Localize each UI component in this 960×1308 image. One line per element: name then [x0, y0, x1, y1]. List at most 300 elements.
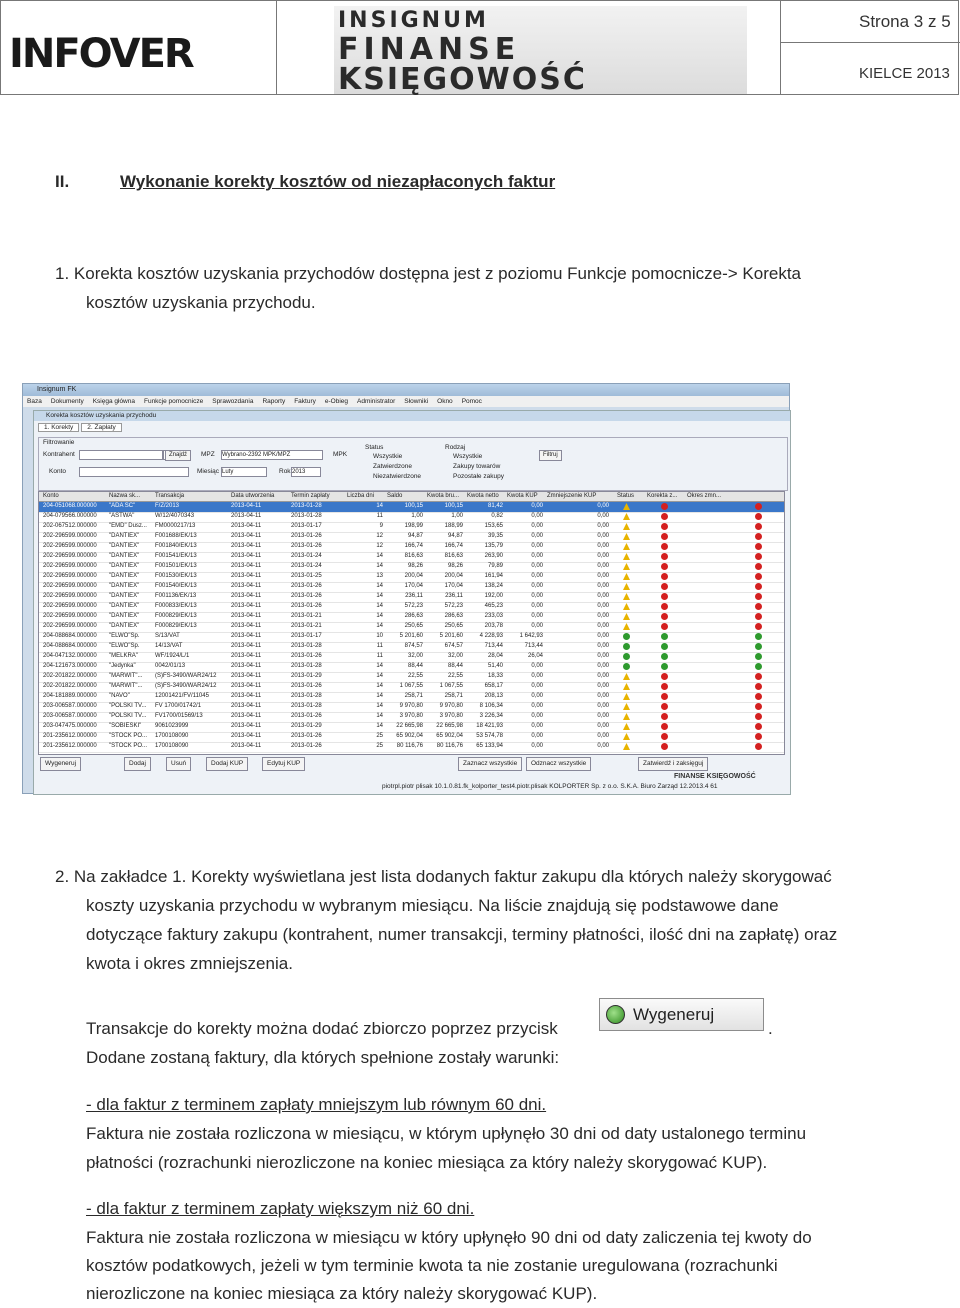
table-cell: "DANTIEX" [109, 563, 140, 569]
error-icon [755, 723, 762, 730]
table-cell: 0,00 [531, 623, 543, 629]
table-cell: 26,04 [527, 653, 543, 659]
table-cell: 2013-01-26 [291, 583, 322, 589]
table-cell: 263,90 [484, 553, 503, 559]
status-bar: piotrpl.piotr plisak 10.1.0.81.fk_kolporter_test4.piotr.plisak KOLPORTER Sp. z o.o. S.K.A. Biuro Zarząd 12.2013.4 61 [382, 783, 718, 790]
table-cell: 0,00 [597, 653, 609, 659]
column-header[interactable]: Nazwa sk... [109, 493, 141, 499]
ok-period-icon [755, 653, 762, 660]
table-cell: 233,03 [484, 613, 503, 619]
table-cell: 204-088684.000000 [43, 643, 97, 649]
wygeneruj-button-label: Wygeneruj [633, 1005, 715, 1024]
tab-zaplaty[interactable]: 2. Zapłaty [81, 423, 122, 432]
item2-line: dotyczące faktury zakupu (kontrahent, numer transakcji, terminy płatności, ilość dni na zapłatę) oraz [86, 925, 838, 944]
table-cell: "NAVO" [109, 693, 130, 699]
table-cell: 14 [376, 593, 383, 599]
table-cell: 170,04 [444, 583, 463, 589]
table-cell: 2013-04-11 [231, 683, 262, 689]
error-icon [755, 523, 762, 530]
table-cell: 94,87 [407, 533, 423, 539]
table-cell: 8 106,34 [479, 703, 503, 709]
table-cell: 14 [376, 603, 383, 609]
table-cell: 0,00 [531, 673, 543, 679]
status-label: Status [365, 444, 384, 451]
table-cell: 32,00 [407, 653, 423, 659]
table-cell: 13 [376, 573, 383, 579]
table-cell: 1700108090 [155, 743, 189, 749]
column-header[interactable]: Data utworzenia [231, 493, 275, 499]
section-number: II. [55, 172, 70, 191]
table-cell: "MARWIT"... [109, 683, 143, 689]
table-cell: "POLSKI TV... [109, 703, 147, 709]
table-cell: 0,00 [597, 713, 609, 719]
table-cell: 14 [376, 613, 383, 619]
table-cell: 81,42 [487, 503, 503, 509]
table-cell: 53 574,78 [476, 733, 503, 739]
infover-logo: INFOVER [9, 31, 193, 77]
status-option-approved[interactable]: Zatwierdzone [373, 463, 413, 470]
error-icon [661, 563, 668, 570]
rok-select[interactable]: 2013 [291, 467, 321, 477]
table-cell: 2013-04-11 [231, 723, 262, 729]
table-cell: 202-201822.000000 [43, 673, 97, 679]
menu-item[interactable]: Słowniki [404, 398, 429, 405]
table-cell: 135,79 [484, 543, 503, 549]
table-cell: 170,04 [404, 583, 423, 589]
generate-icon [606, 1005, 625, 1024]
table-cell: 98,26 [407, 563, 423, 569]
rodzaj-option-other[interactable]: Pozostałe zakupy [453, 473, 504, 480]
table-cell: 2013-04-11 [231, 633, 262, 639]
column-header[interactable]: Zmniejszenie KUP [547, 493, 597, 499]
table-cell: 10 [376, 633, 383, 639]
table-cell: 1700108090 [155, 733, 189, 739]
table-cell: 0042/01/13 [155, 663, 186, 669]
table-cell: 0,00 [597, 673, 609, 679]
error-icon [661, 583, 668, 590]
add-text: Dodane zostaną faktury, dla których spełnione zostały warunki: [86, 1048, 560, 1067]
table-cell: "ADA SC" [109, 503, 136, 509]
rodzaj-option-goods[interactable]: Zakupy towarów [453, 463, 501, 470]
table-cell: 22,55 [447, 673, 463, 679]
error-icon [755, 573, 762, 580]
table-cell: "DANTIEX" [109, 593, 140, 599]
page-header [0, 0, 959, 95]
table-cell: 2013-01-26 [291, 543, 322, 549]
table-cell: 2013-04-11 [231, 503, 262, 509]
table-cell: 5 201,60 [439, 633, 463, 639]
table-cell: 874,57 [404, 643, 423, 649]
table-cell: 2013-01-28 [291, 663, 322, 669]
table-cell: 9 [379, 523, 383, 529]
table-cell: 14/13/VAT [155, 643, 183, 649]
table-cell: F001530/EK/13 [155, 573, 197, 579]
item2-line: kwota i okres zmniejszenia. [86, 954, 293, 973]
table-cell: 0,00 [531, 523, 543, 529]
warning-icon [623, 583, 630, 590]
column-header[interactable]: Saldo [387, 493, 403, 499]
table-cell: F000833/EK/13 [155, 603, 197, 609]
table-cell: "DANTIEX" [109, 613, 140, 619]
table-cell: 2013-04-11 [231, 603, 262, 609]
menu-item[interactable]: Okno [437, 398, 453, 405]
table-cell: 202-296599.000000 [43, 533, 97, 539]
table-cell: 98,26 [447, 563, 463, 569]
table-cell: "DANTIEX" [109, 553, 140, 559]
table-cell: 2013-04-11 [231, 643, 262, 649]
table-cell: 2013-04-11 [231, 523, 262, 529]
condition1-heading: - dla faktur z terminem zapłaty mniejszym lub równym 60 dni. [86, 1095, 547, 1114]
error-icon [755, 623, 762, 630]
table-cell: 2013-04-11 [231, 533, 262, 539]
ok-period-icon [755, 633, 762, 640]
table-cell: F001840/EK/13 [155, 543, 197, 549]
table-cell: "POLSKI TV... [109, 713, 147, 719]
rok-label: Rok [279, 468, 291, 475]
section-title: Wykonanie korekty kosztów od niezapłaconych faktur [120, 172, 556, 191]
toolbar-button[interactable]: Odznacz wszystkie [526, 757, 591, 771]
warning-icon [623, 553, 630, 560]
menu-item[interactable]: Administrator [357, 398, 396, 405]
error-icon [661, 723, 668, 730]
table-cell: "DANTIEX" [109, 543, 140, 549]
add-text-end: . [768, 1019, 773, 1038]
table-cell: 202-296599.000000 [43, 603, 97, 609]
condition2-line: Faktura nie została rozliczona w miesiącu w który upłynęło 90 dni od daty zaliczenia tej kwoty do [86, 1228, 812, 1247]
table-cell: 0,00 [597, 623, 609, 629]
error-icon [755, 693, 762, 700]
table-cell: 9061023999 [155, 723, 189, 729]
toolbar-button[interactable]: Zatwierdź i zaksięguj [638, 757, 708, 771]
table-cell: 2013-01-29 [291, 673, 322, 679]
table-cell: "EMD" Dusz... [109, 523, 147, 529]
table-cell: FV 1700/01742/1 [155, 703, 202, 709]
table-cell: 202-296599.000000 [43, 623, 97, 629]
ok-correction-icon [661, 653, 668, 660]
warning-icon [623, 613, 630, 620]
table-cell: 14 [376, 723, 383, 729]
table-cell: 0,00 [531, 713, 543, 719]
warning-icon [623, 573, 630, 580]
menu-item[interactable]: Baza [27, 398, 42, 405]
table-cell: 202-296599.000000 [43, 553, 97, 559]
table-cell: 0,00 [531, 683, 543, 689]
error-icon [755, 533, 762, 540]
rodzaj-option-all[interactable]: Wszystkie [453, 453, 483, 460]
column-header[interactable]: Liczba dni [347, 493, 375, 499]
table-cell: 204-088684.000000 [43, 633, 97, 639]
table-cell: 138,24 [484, 583, 503, 589]
miesiac-select[interactable]: Luty [221, 467, 267, 477]
table-cell: "MARWIT"... [109, 673, 143, 679]
invoice-grid [38, 491, 785, 755]
table-cell: "DANTIEX" [109, 623, 140, 629]
add-text: Transakcje do korekty można dodać zbiorczo poprzez przycisk [86, 1019, 558, 1038]
kontrahent-field[interactable] [79, 450, 163, 460]
error-icon [661, 693, 668, 700]
page-number: Strona 3 z 5 [859, 12, 951, 31]
table-cell: 28,04 [487, 653, 503, 659]
ok-correction-icon [661, 643, 668, 650]
table-cell: 11 [376, 643, 383, 649]
table-cell: 14 [376, 553, 383, 559]
table-cell: 2013-04-11 [231, 713, 262, 719]
error-icon [755, 503, 762, 510]
error-icon [661, 553, 668, 560]
table-cell: 0,00 [597, 723, 609, 729]
column-header[interactable]: Status [617, 493, 635, 499]
toolbar-button[interactable]: Wygeneruj [40, 757, 81, 771]
table-cell: "DANTIEX" [109, 573, 140, 579]
table-cell: 11 [376, 513, 383, 519]
condition1-line: Faktura nie została rozliczona w miesiącu, w którym upłynęło 30 dni od daty ustalonego terminu [86, 1124, 807, 1143]
table-cell: 250,65 [404, 623, 423, 629]
znajdz-button[interactable]: Znajdź [165, 450, 191, 461]
table-cell: "SOBIESKI" [109, 723, 142, 729]
table-cell: 0,00 [597, 503, 609, 509]
toolbar-button[interactable]: Edytuj KUP [262, 757, 305, 771]
status-option-unapproved[interactable]: Niezatwierdzone [373, 473, 422, 480]
ok-status-icon [623, 653, 630, 660]
table-cell: F000829/EK/13 [155, 623, 197, 629]
menu-item[interactable]: Sprawozdania [212, 398, 254, 405]
brand-label: FINANSE KSIĘGOWOŚĆ [674, 773, 756, 780]
table-cell: 2013-01-26 [291, 603, 322, 609]
table-cell: 0,00 [531, 543, 543, 549]
column-header[interactable]: Termin zapłaty [291, 493, 330, 499]
table-cell: 203-047475.000000 [43, 723, 97, 729]
table-cell: 11 [376, 653, 383, 659]
table-cell: 2013-01-26 [291, 533, 322, 539]
table-cell: 2013-01-28 [291, 703, 322, 709]
table-cell: 0,00 [597, 573, 609, 579]
table-cell: 2013-01-28 [291, 513, 322, 519]
table-row[interactable] [39, 742, 784, 753]
table-cell: 65 902,04 [436, 733, 463, 739]
table-cell: (S)FS-3490/WAR24/12 [155, 683, 217, 689]
column-header[interactable]: Kwota netto [467, 493, 499, 499]
column-header[interactable]: Okres zmn... [687, 493, 722, 499]
ok-status-icon [623, 633, 630, 640]
condition1-line: płatności (rozrachunki nierozliczone na koniec miesiąca za który należy skorygować KUP). [86, 1153, 768, 1172]
table-cell: 2013-01-26 [291, 733, 322, 739]
table-cell: 32,00 [447, 653, 463, 659]
rodzaj-label: Rodzaj [445, 444, 466, 451]
toolbar-button[interactable]: Dodaj KUP [206, 757, 248, 771]
menu-item[interactable]: Funkcje pomocnicze [143, 398, 204, 405]
column-header[interactable]: Kwota bru... [427, 493, 460, 499]
mpz-field[interactable]: Wybrano-2392 MPK/MPZ [221, 450, 323, 460]
table-cell: 816,63 [404, 553, 423, 559]
menu-item[interactable]: Pomoc [461, 398, 482, 405]
error-icon [661, 673, 668, 680]
kontrahent-label: Kontrahent [43, 451, 75, 458]
error-icon [661, 733, 668, 740]
table-cell: 0,00 [597, 613, 609, 619]
table-cell: 2013-04-11 [231, 653, 262, 659]
warning-icon [623, 623, 630, 630]
error-icon [661, 533, 668, 540]
toolbar-button[interactable]: Usuń [166, 757, 191, 771]
table-cell: 2013-01-26 [291, 593, 322, 599]
column-header[interactable]: Konto [43, 493, 59, 499]
table-cell: 286,63 [444, 613, 463, 619]
table-cell: 204-079566.000000 [43, 513, 97, 519]
table-cell: 0,00 [597, 643, 609, 649]
table-cell: "STOCK PO... [109, 733, 148, 739]
table-cell: 202-296599.000000 [43, 593, 97, 599]
table-cell: 14 [376, 673, 383, 679]
error-icon [661, 543, 668, 550]
table-cell: 258,71 [444, 693, 463, 699]
error-icon [755, 513, 762, 520]
menu-item[interactable]: Raporty [262, 398, 286, 405]
item2-line: koszty uzyskania przychodu w wybranym miesiącu. Na liście znajdują się podstawowe dane [86, 896, 779, 915]
error-icon [755, 543, 762, 550]
table-cell: F001540/EK/13 [155, 583, 197, 589]
table-cell: 0,00 [597, 583, 609, 589]
warning-icon [623, 533, 630, 540]
table-cell: 0,00 [597, 633, 609, 639]
window-title: Insignum FK [23, 384, 789, 396]
warning-icon [623, 563, 630, 570]
table-cell: 0,00 [531, 573, 543, 579]
table-cell: 1 642,93 [519, 633, 543, 639]
table-cell: 0,00 [597, 513, 609, 519]
mpk-label: MPK [333, 451, 348, 458]
table-cell: 94,87 [447, 533, 463, 539]
table-cell: 200,04 [404, 573, 423, 579]
table-cell: 0,00 [597, 733, 609, 739]
column-header[interactable]: Kwota KUP [507, 493, 538, 499]
child-window [33, 410, 791, 795]
condition2-line: kosztów podatkowych, jeżeli w tym terminie kwota ta nie zostanie uregulowana (rozrachunki [86, 1256, 778, 1275]
table-cell: 0,00 [531, 743, 543, 749]
item1-line: 1. Korekta kosztów uzyskania przychodów dostępna jest z poziomu Funkcje pomocnicze-> Korekta [55, 264, 802, 283]
table-cell: 201-235612.000000 [43, 733, 97, 739]
table-cell: 25 [376, 733, 383, 739]
table-cell: 0,00 [597, 533, 609, 539]
error-icon [755, 563, 762, 570]
table-cell: 658,17 [484, 683, 503, 689]
warning-icon [623, 683, 630, 690]
menu-item[interactable]: e-Obieg [324, 398, 348, 405]
toolbar-button[interactable]: Zaznacz wszystkie [458, 757, 522, 771]
warning-icon [623, 723, 630, 730]
table-cell: 200,04 [444, 573, 463, 579]
warning-icon [623, 693, 630, 700]
table-cell: 204-181889.000000 [43, 693, 97, 699]
insignum-logo-line: INSIGNUM [338, 8, 489, 33]
table-cell: 0,00 [597, 523, 609, 529]
table-cell: FV1700/01569/13 [155, 713, 203, 719]
menu-item[interactable]: Faktury [294, 398, 316, 405]
ok-correction-icon [661, 663, 668, 670]
table-cell: 2013-04-11 [231, 543, 262, 549]
table-cell: 0,00 [531, 723, 543, 729]
table-cell: (S)FS-3490/WAR24/12 [155, 673, 217, 679]
column-header[interactable]: Transakcja [155, 493, 185, 499]
error-icon [755, 673, 762, 680]
table-cell: 0,00 [597, 593, 609, 599]
table-cell: 0,00 [597, 543, 609, 549]
table-cell: 2013-04-11 [231, 553, 262, 559]
table-cell: 1 067,55 [439, 683, 463, 689]
table-cell: 22 665,98 [436, 723, 463, 729]
table-cell: 4 228,93 [479, 633, 503, 639]
table-cell: 9 970,80 [399, 703, 423, 709]
table-cell: 2013-04-11 [231, 703, 262, 709]
table-cell: 3 970,80 [399, 713, 423, 719]
filtruj-button[interactable]: Filtruj [539, 450, 562, 461]
warning-icon [623, 703, 630, 710]
table-cell: 0,00 [597, 563, 609, 569]
menu-bar [23, 396, 789, 407]
menu-item[interactable]: Księga główna [92, 398, 135, 405]
ok-period-icon [755, 663, 762, 670]
table-cell: 153,65 [484, 523, 503, 529]
mpz-label: MPZ [201, 451, 215, 458]
table-cell: 9 970,80 [439, 703, 463, 709]
table-cell: WF/1924/L/1 [155, 653, 190, 659]
table-cell: 202-201822.000000 [43, 683, 97, 689]
table-cell: 2013-04-11 [231, 693, 262, 699]
tab-korekty[interactable]: 1. Korekty [38, 423, 79, 432]
filter-group-label: Filtrowanie [43, 439, 75, 446]
table-cell: 14 [376, 713, 383, 719]
table-cell: F000829/EK/13 [155, 613, 197, 619]
table-cell: "ELWO"Sp. [109, 633, 140, 639]
table-cell: "STOCK PO... [109, 743, 148, 749]
toolbar-button[interactable]: Dodaj [124, 757, 151, 771]
warning-icon [623, 713, 630, 720]
table-cell: 2013-04-11 [231, 583, 262, 589]
table-cell: 14 [376, 683, 383, 689]
table-cell: 713,44 [484, 643, 503, 649]
table-cell: 2013-01-28 [291, 503, 322, 509]
column-header[interactable]: Korekta z... [647, 493, 678, 499]
table-cell: 0,00 [597, 693, 609, 699]
table-cell: 22,55 [407, 673, 423, 679]
konto-label: Konto [49, 468, 66, 475]
table-cell: 80 116,76 [436, 743, 463, 749]
warning-icon [623, 673, 630, 680]
error-icon [755, 613, 762, 620]
table-cell: 2013-01-21 [291, 623, 322, 629]
table-cell: 2013-01-28 [291, 693, 322, 699]
menu-item[interactable]: Dokumenty [50, 398, 84, 405]
table-cell: 2013-01-26 [291, 743, 322, 749]
table-cell: 204-051068.000000 [43, 503, 97, 509]
table-cell: 202-296599.000000 [43, 573, 97, 579]
table-cell: F001688/EK/13 [155, 533, 197, 539]
table-cell: 0,00 [597, 553, 609, 559]
table-cell: 0,00 [531, 613, 543, 619]
error-icon [755, 593, 762, 600]
error-icon [755, 713, 762, 720]
table-cell: 2013-04-11 [231, 573, 262, 579]
status-option-all[interactable]: Wszystkie [373, 453, 403, 460]
table-cell: 286,63 [404, 613, 423, 619]
table-cell: 14 [376, 703, 383, 709]
table-cell: 14 [376, 583, 383, 589]
konto-field[interactable] [79, 467, 189, 477]
header-divider [276, 1, 277, 95]
table-cell: 203-006587.000000 [43, 703, 97, 709]
item1-line: kosztów uzyskania przychodu. [86, 293, 316, 312]
ok-correction-icon [661, 633, 668, 640]
table-cell: 236,11 [405, 593, 423, 599]
